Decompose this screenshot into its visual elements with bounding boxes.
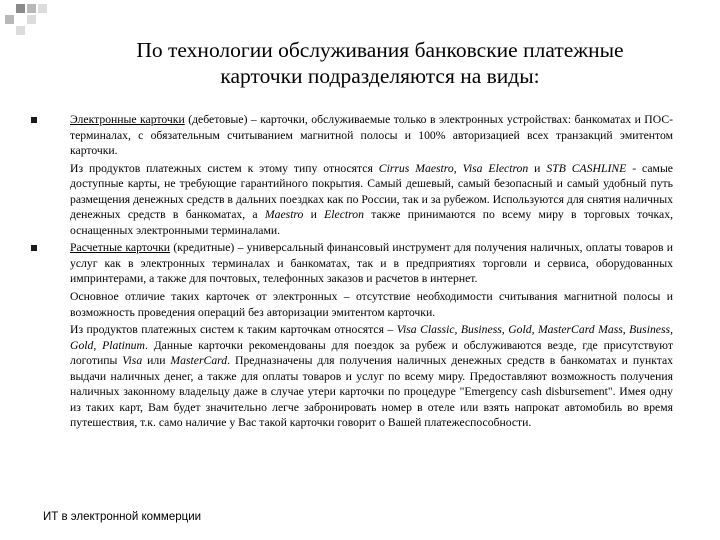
- deco-square: [27, 4, 36, 13]
- text-segment: и: [303, 208, 325, 222]
- text-segment: Из продуктов платежных систем к таким карточкам относятся –: [70, 323, 397, 337]
- term-credit-cards: Расчетные карточки: [70, 241, 171, 255]
- bullet-icon: [31, 117, 37, 123]
- brand-names: STB CASHLINE: [546, 161, 627, 175]
- slide-content: [70, 112, 673, 433]
- deco-square: [16, 26, 25, 35]
- electronic-cards-description: (дебетовые) – карточки, обслуживаемые только в электронных устройствах: банкоматах и ПОС-терминалах, с обязательным считыванием магнитной полосы и 100% авторизацией всех транзакций эмитентом карточки.: [70, 113, 674, 158]
- bullet-icon: [31, 245, 37, 251]
- text-segment: также принимаются по всему миру в торговых точках, оснащенных электронными терминалами.: [70, 208, 673, 237]
- text-segment: - самые доступные карты, не требующие гарантийного покрытия. Самый дешевый, самый безопасный и самый удобный путь размещения денежных средств в дальних поездках как по России, так и за рубежом. Используются для снятия наличных денежных средств в банкоматах, а: [70, 161, 673, 222]
- title-line-2: карточки подразделяются на виды:: [220, 64, 540, 88]
- slide-footer: ИТ в электронной коммерции: [43, 511, 202, 523]
- brand-names: Cirrus Maestro, Visa Electron: [378, 161, 529, 175]
- brand-names: Maestro: [264, 208, 304, 222]
- text-segment: . Данные карточки рекомендованы для поездок за рубеж и обслуживаются везде, где присутствуют логотипы: [70, 338, 673, 368]
- brand-names: Electron: [324, 208, 364, 222]
- list-item-electronic-cards: [70, 112, 673, 159]
- list-item-credit-cards: [70, 240, 673, 287]
- text-segment: и: [528, 161, 547, 175]
- credit-cards-description: (кредитные) – универсальный финансовый инструмент для получения наличных, оплаты товаров и услуг как в электронных терминалах и банкоматах, так и в предприятиях торговли и сервиса, оборудованных импринтерами, а также для почтовых, телефонных заказов и расчетов в интернет.: [70, 241, 673, 286]
- brand-names: Visa Classic, Business, Gold, MasterCard Mass, Business, Gold, Platinum: [70, 323, 673, 352]
- deco-square: [27, 15, 36, 24]
- deco-square: [5, 15, 14, 24]
- term-electronic-cards: Электронные карточки: [70, 113, 185, 126]
- credit-cards-products: [70, 322, 673, 431]
- brand-names: Visa: [122, 354, 143, 368]
- slide-title: [70, 37, 690, 89]
- title-line-1: По технологии обслуживания банковские платежные: [136, 38, 624, 62]
- text-segment: . Предназначены для получения наличных денежных средств в банкоматах и пунктах выдачи наличных денег, а также для оплаты товаров и услуг по всему миру. Предоставляют возможность получения наличных законному владельцу даже в случае утери карточки по процедуре "Emergency cash disbursement". Имея одну из таких карт, Вам будет значительно легче забронировать номер в отеле или взять напрокат автомобиль во время путешествия, т.к. само наличие у Вас такой карточки говорит о Вашей платежеспособности.: [70, 354, 674, 430]
- text-segment: Из продуктов платежных систем к этому типу относятся: [70, 161, 379, 175]
- electronic-cards-products: [70, 161, 673, 239]
- deco-square: [38, 4, 47, 13]
- corner-decoration: [0, 0, 60, 40]
- deco-square: [16, 4, 25, 13]
- credit-cards-difference: Основное отличие таких карточек от электронных – отсутствие необходимости считывания магнитной полосы и возможность проведения операций без авторизации эмитентом карточки.: [70, 290, 673, 319]
- brand-names: MasterCard: [170, 354, 228, 368]
- text-segment: или: [142, 354, 171, 368]
